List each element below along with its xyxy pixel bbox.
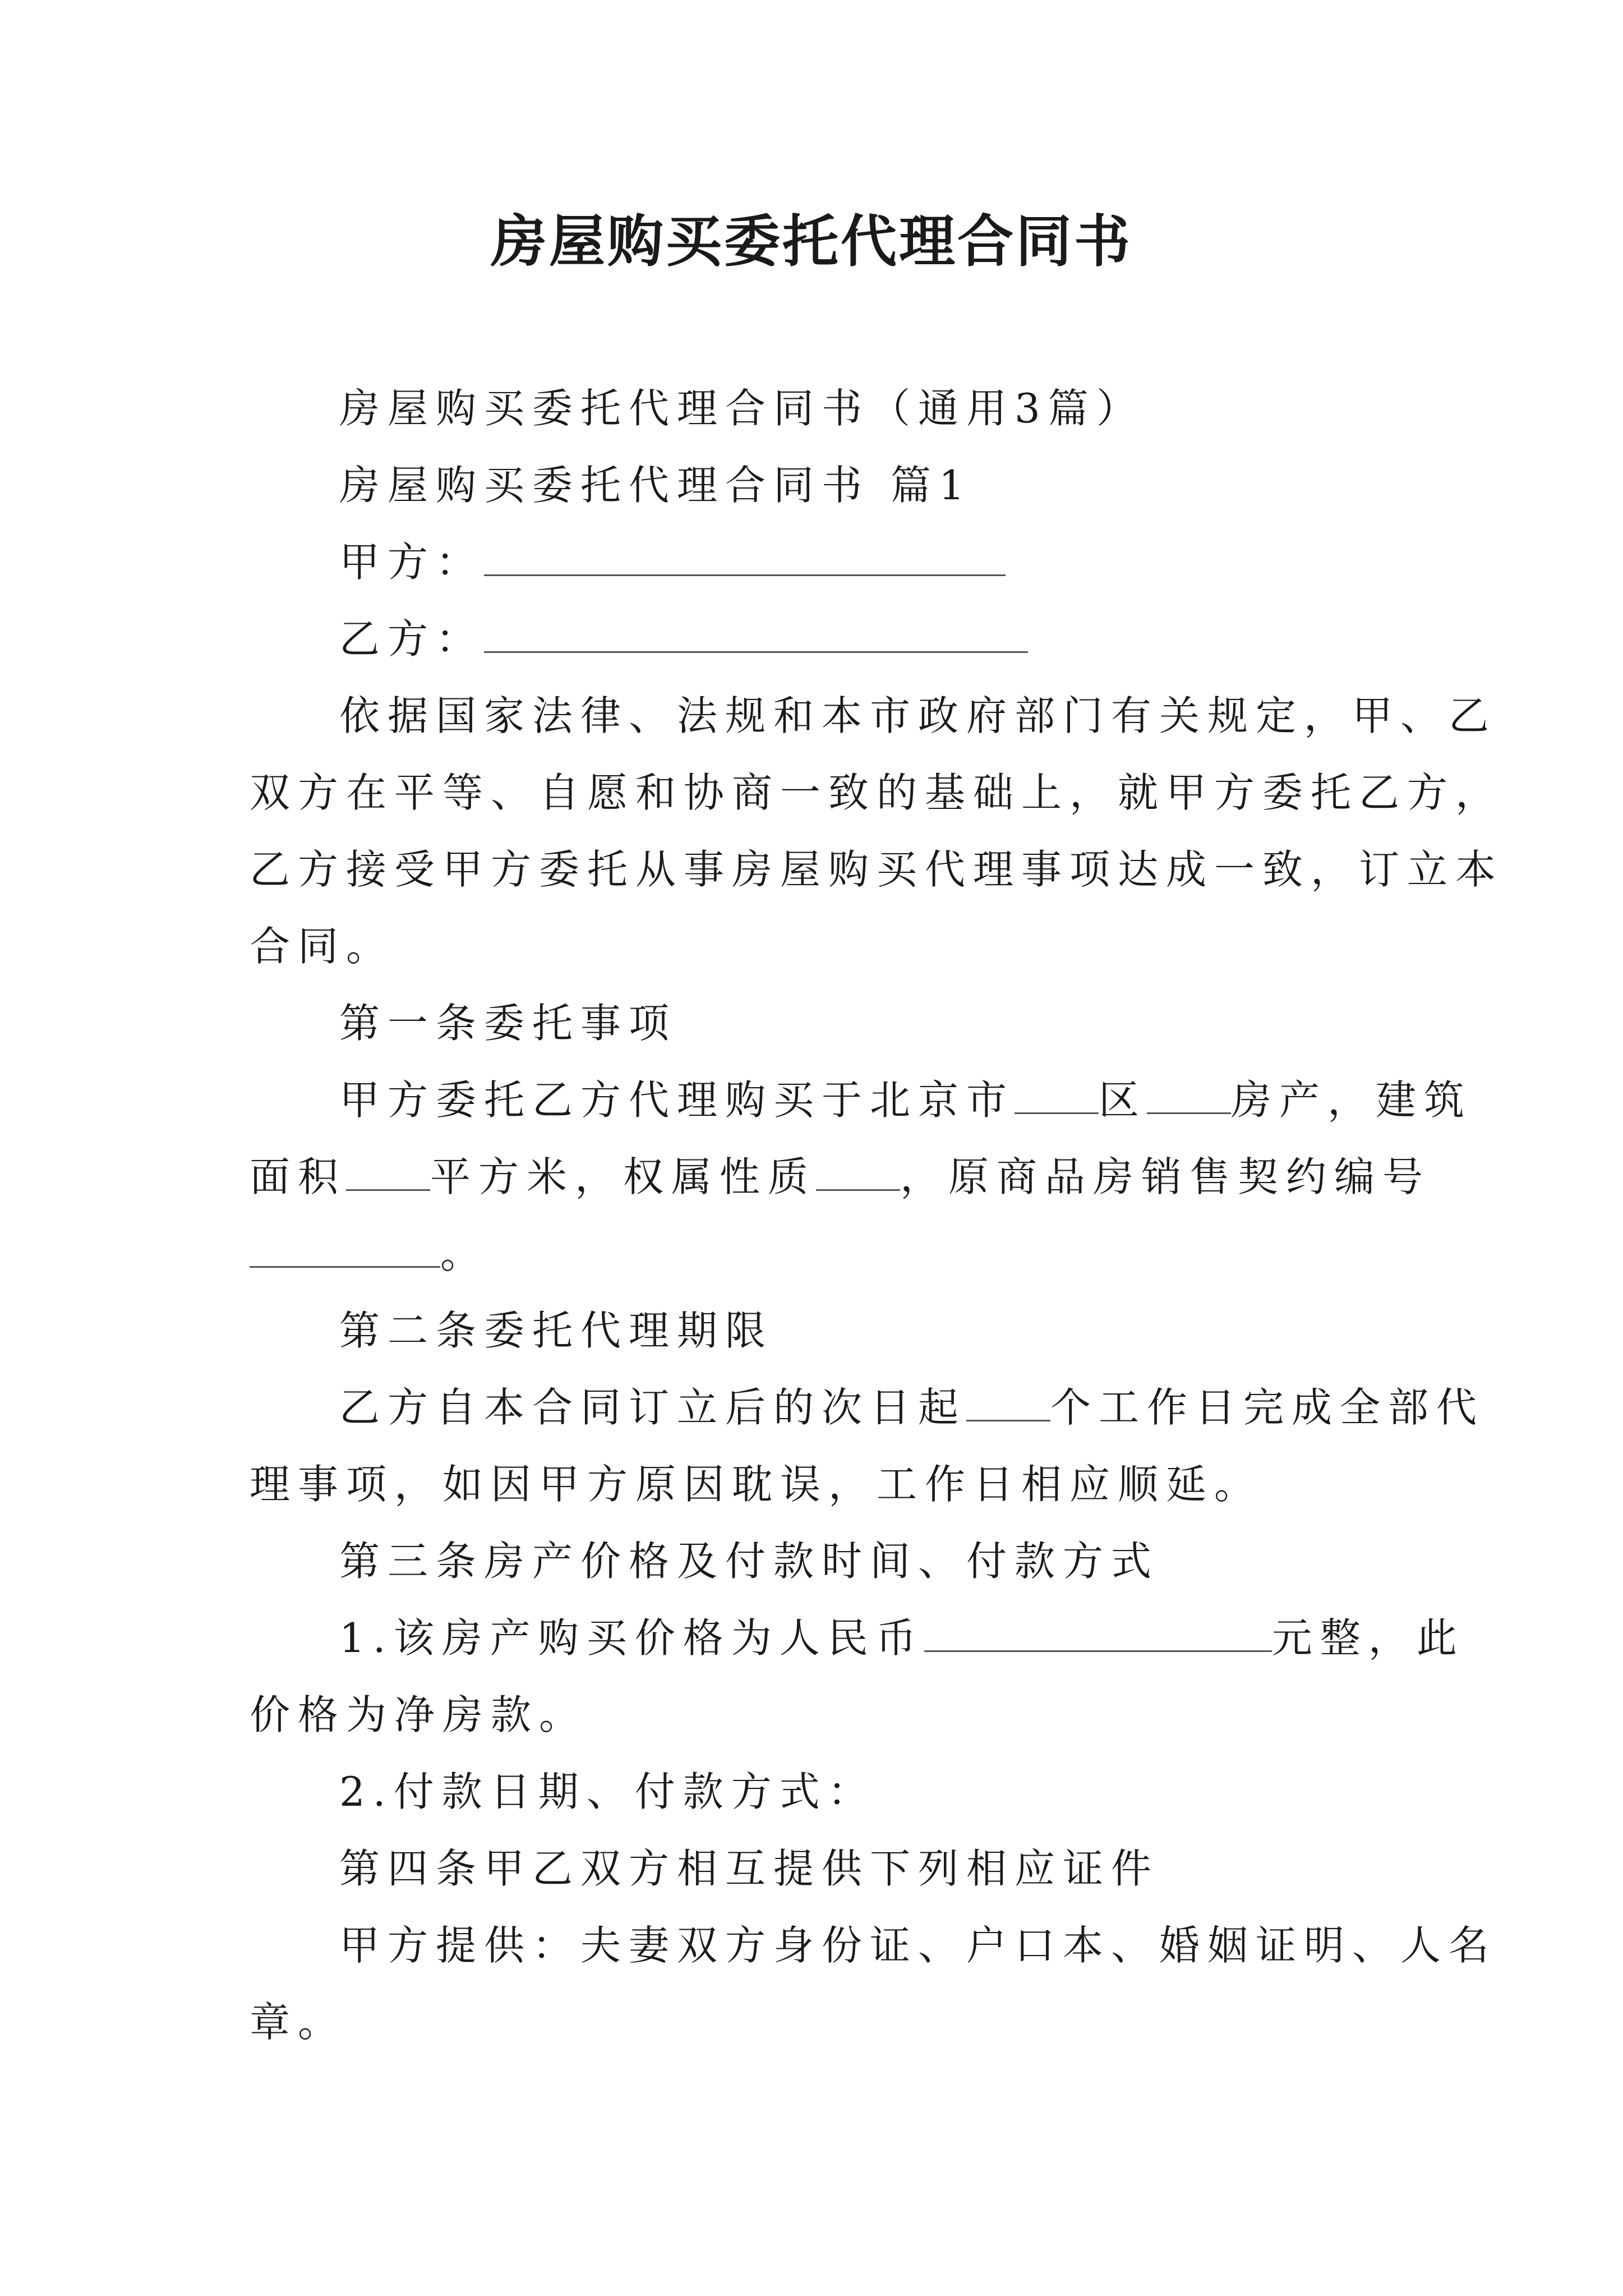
article3-text: 1.该房产购买价格为人民币	[339, 1614, 924, 1662]
intro-line: 合同。	[250, 923, 395, 970]
article2-text: 乙方自本合同订立后的次日起	[339, 1384, 967, 1431]
article3-title: 第三条房产价格及付款时间、付款方式	[339, 1538, 1160, 1585]
ownership-blank	[816, 1158, 900, 1191]
article1-text: 平方米，权属性质	[430, 1153, 817, 1200]
article1-text: 面积	[250, 1153, 347, 1200]
party-b-label: 乙方：	[339, 615, 485, 662]
property-blank	[1147, 1081, 1231, 1114]
article3-item	[250, 1600, 1465, 1677]
district-blank	[1015, 1081, 1099, 1114]
article2-title: 第二条委托代理期限	[339, 1307, 774, 1354]
price-blank	[924, 1619, 1272, 1652]
party-a-label: 甲方：	[339, 539, 485, 586]
article1-text: 。	[440, 1230, 489, 1277]
article1-line	[250, 1062, 1473, 1139]
article1-line	[250, 1216, 1382, 1292]
document-subtitle: 房屋购买委托代理合同书（通用3篇）	[339, 385, 1145, 432]
area-blank	[346, 1158, 430, 1191]
party-b-line	[250, 601, 1382, 678]
article2-text: 个工作日完成全部代	[1050, 1384, 1485, 1431]
article3-item: 价格为净房款。	[250, 1691, 588, 1738]
party-b-blank	[484, 620, 1028, 653]
article2-line	[250, 1369, 1485, 1446]
party-a-line	[250, 524, 1382, 601]
intro-line: 乙方接受甲方委托从事房屋购买代理事项达成一致，订立本	[250, 846, 1504, 893]
article4-line: 甲方提供：夫妻双方身份证、户口本、婚姻证明、人名	[339, 1922, 1497, 1969]
document-title: 房屋购买委托代理合同书	[491, 208, 1132, 274]
document-body	[250, 370, 1504, 2061]
section-heading: 房屋购买委托代理合同书 篇1	[339, 462, 972, 509]
article3-item: 2.付款日期、付款方式：	[339, 1768, 876, 1815]
article4-line: 章。	[250, 1999, 347, 2046]
article2-line: 理事项，如因甲方原因耽误，工作日相应顺延。	[250, 1461, 1263, 1508]
article1-text: 区	[1099, 1076, 1147, 1124]
article1-text: ，原商品房销售契约编号	[900, 1153, 1431, 1200]
article1-text: 甲方委托乙方代理购买于北京市	[339, 1076, 1015, 1124]
party-a-blank	[484, 543, 1006, 576]
article1-line	[250, 1139, 1431, 1216]
article4-title: 第四条甲乙双方相互提供下列相应证件	[339, 1845, 1160, 1892]
intro-line: 依据国家法律、法规和本市政府部门有关规定，甲、乙	[339, 692, 1497, 739]
workdays-blank	[966, 1388, 1050, 1421]
article1-text: 房产，建筑	[1231, 1076, 1473, 1124]
article1-title: 第一条委托事项	[339, 1000, 677, 1047]
intro-line: 双方在平等、自愿和协商一致的基础上，就甲方委托乙方，	[250, 769, 1504, 816]
contract-number-blank	[250, 1235, 440, 1268]
article3-text: 元整，此	[1271, 1614, 1465, 1662]
